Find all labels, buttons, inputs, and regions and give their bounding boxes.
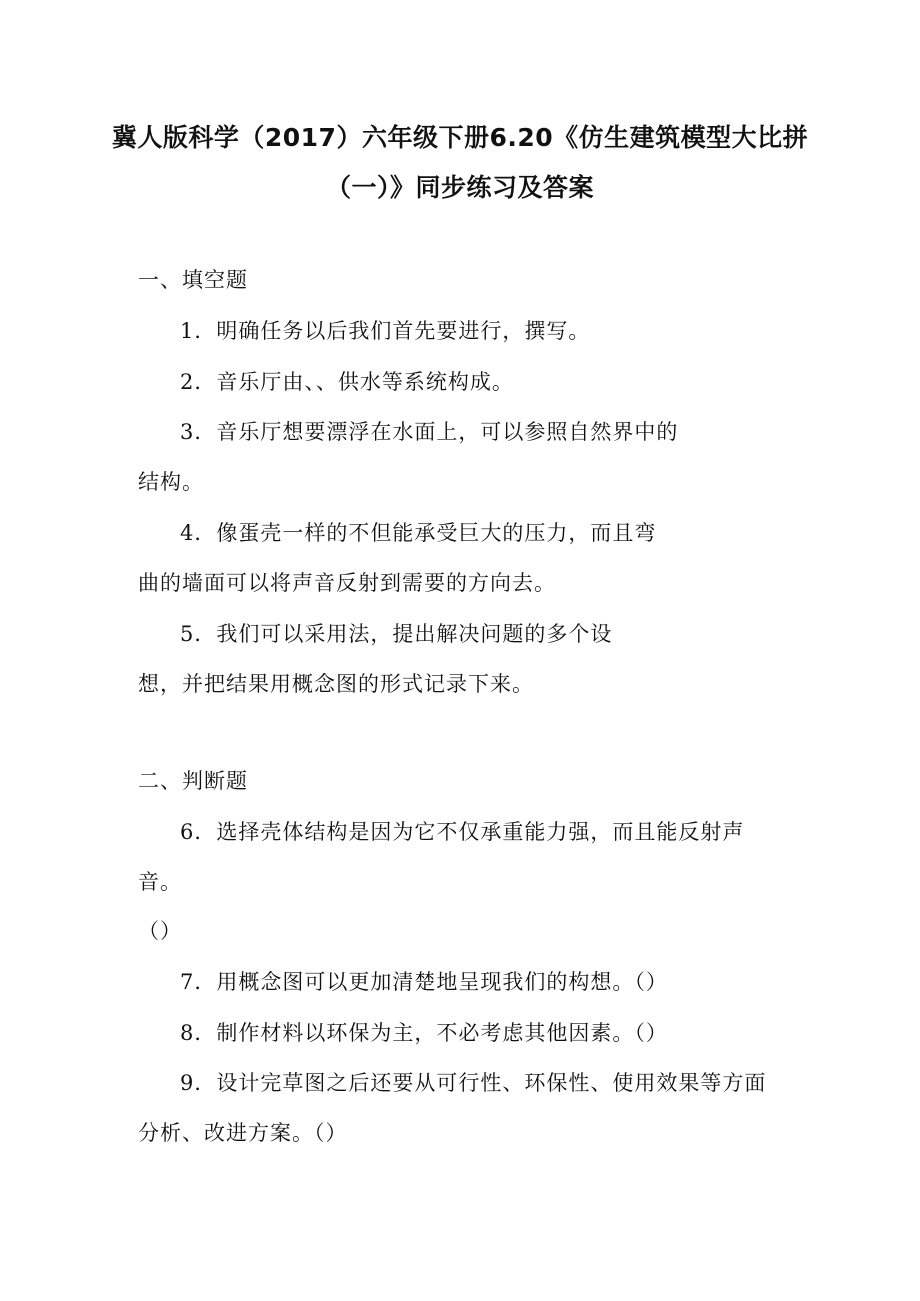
section-heading-true-false: 二、判断题 [138,769,248,793]
question-2: 2．音乐厅由、、供水等系统构成。 [180,370,514,394]
question-3-line-1: 3．音乐厅想要漂浮在水面上，可以参照自然界中的 [180,420,679,444]
question-6-line-1: 6．选择壳体结构是因为它不仅承重能力强，而且能反射声 [180,820,745,844]
section-heading-fill-in: 一、填空题 [138,268,248,292]
question-3-line-2: 结构。 [138,470,204,494]
question-4-line-2: 曲的墙面可以将声音反射到需要的方向去。 [138,571,556,595]
question-9-line-2: 分析、改进方案。（） [138,1121,348,1145]
question-5-line-1: 5．我们可以采用法，提出解决问题的多个设 [180,622,613,646]
question-6-line-2: 音。 [138,870,182,894]
document-title-line-1: 冀人版科学（2017）六年级下册6.20《仿生建筑模型大比拼 [111,123,809,152]
question-4-line-1: 4．像蛋壳一样的不但能承受巨大的压力，而且弯 [180,521,657,545]
question-6-answer-brackets: （） [138,919,182,943]
document-title-line-2: （一）》同步练习及答案 [325,173,594,202]
question-9-line-1: 9．设计完草图之后还要从可行性、环保性、使用效果等方面 [180,1071,767,1095]
question-5-line-2: 想，并把结果用概念图的形式记录下来。 [138,672,534,696]
question-7: 7．用概念图可以更加清楚地呈现我们的构想。（） [180,970,668,994]
question-8: 8．制作材料以环保为主，不必考虑其他因素。（） [180,1021,668,1045]
question-1: 1．明确任务以后我们首先要进行，撰写。 [180,319,591,343]
